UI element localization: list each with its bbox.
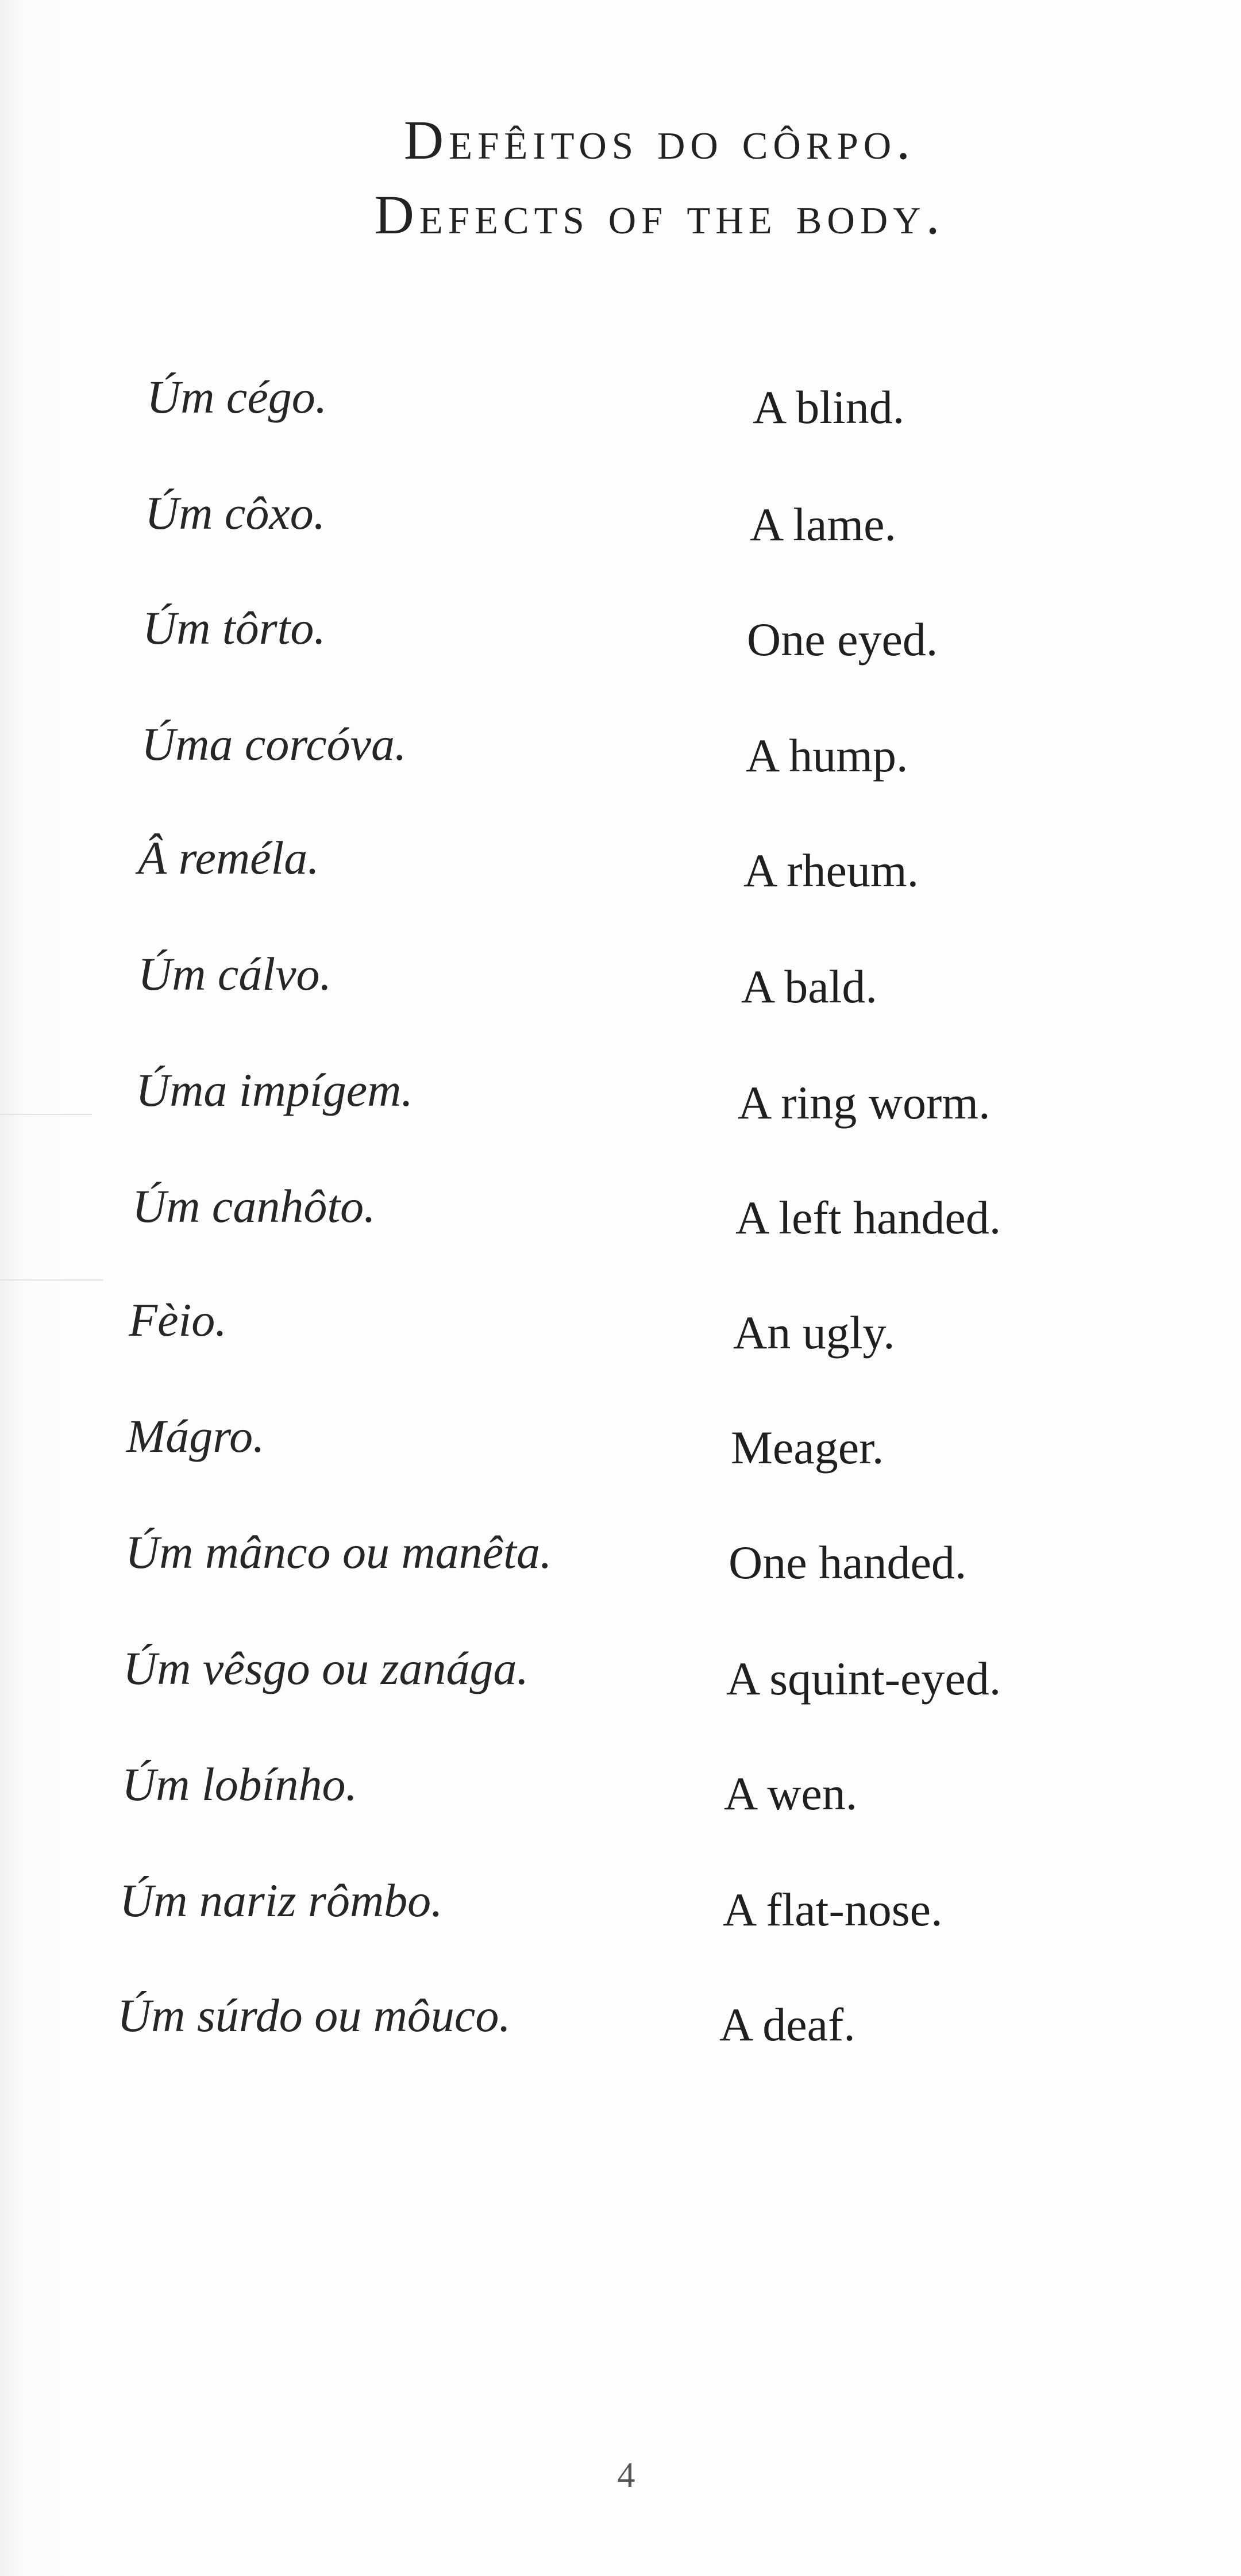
english-term: A flat-nose. <box>723 1883 943 1936</box>
portuguese-term: Úm mânco ou manêta. <box>125 1526 552 1578</box>
portuguese-term: Úma impígem. <box>136 1064 413 1116</box>
portuguese-term: Úm cégo. <box>147 371 327 423</box>
english-term: A wen. <box>724 1767 858 1820</box>
english-term: A ring worm. <box>738 1076 991 1129</box>
portuguese-term: Mágro. <box>126 1410 265 1462</box>
portuguese-term: Úm canhôto. <box>132 1180 376 1232</box>
portuguese-term: Úm súrdo ou môuco. <box>117 1989 511 2041</box>
portuguese-term: Úm côxo. <box>145 487 326 539</box>
english-term: A bald. <box>741 960 877 1013</box>
heading-portuguese: Defêitos do côrpo. <box>403 109 916 171</box>
portuguese-term: Â reméla. <box>138 832 319 884</box>
english-term: A lame. <box>750 498 897 551</box>
english-term: Meager. <box>731 1421 884 1474</box>
page-mark <box>0 1114 92 1115</box>
english-term: An ugly. <box>733 1306 895 1359</box>
portuguese-term: Úm nariz rômbo. <box>120 1874 443 1927</box>
portuguese-term: Úm tôrto. <box>142 602 326 654</box>
portuguese-term: Úma corcóva. <box>141 718 407 770</box>
portuguese-term: Úm lobínho. <box>122 1758 357 1810</box>
page-number: 4 <box>617 2456 635 2495</box>
english-term: One handed. <box>729 1536 967 1589</box>
english-term: A rheum. <box>743 844 919 897</box>
english-term: A deaf. <box>719 1998 855 2051</box>
page-mark <box>0 1279 103 1281</box>
english-term: A blind. <box>753 381 905 433</box>
portuguese-term: Úm cálvo. <box>138 948 332 1000</box>
english-term: A hump. <box>746 729 908 782</box>
heading-english: Defects of the body. <box>374 184 945 245</box>
portuguese-term: Úm vêsgo ou zanága. <box>123 1642 529 1694</box>
english-term: A left handed. <box>735 1191 1001 1244</box>
english-term: One eyed. <box>747 613 938 666</box>
portuguese-term: Fèio. <box>129 1294 227 1346</box>
english-term: A squint-eyed. <box>726 1652 1001 1705</box>
